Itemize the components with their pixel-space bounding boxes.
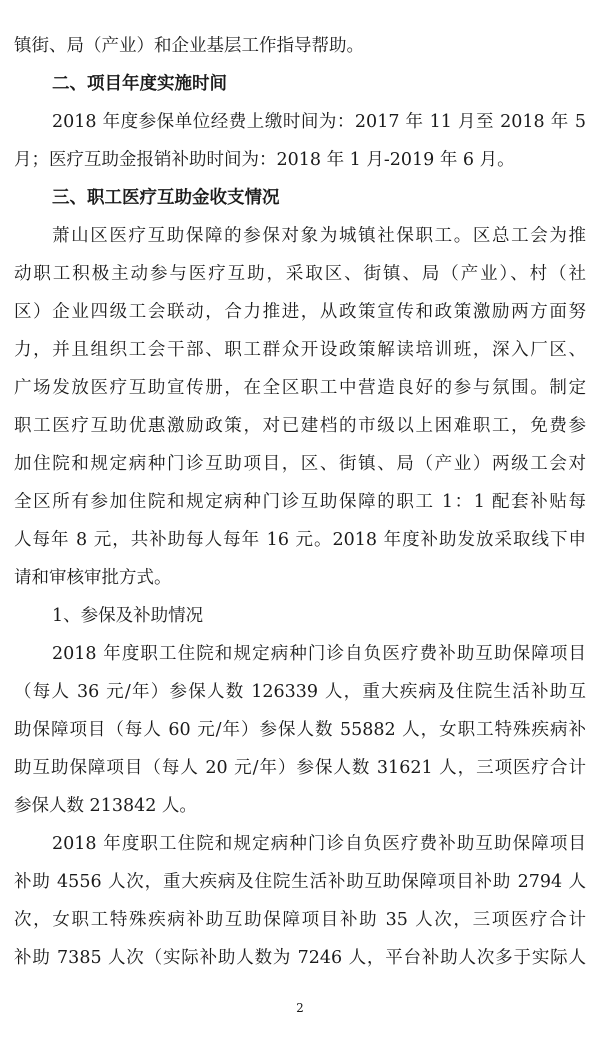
text-line: 2018 年度参保单位经费上缴时间为：2017 年 11 月至 2018 年 5 xyxy=(52,112,586,132)
text-line: 请和审核审批方式。 xyxy=(14,568,172,588)
text-line: 镇街、局（产业）和企业基层工作指导帮助。 xyxy=(14,36,364,56)
section-heading: 二、项目年度实施时间 xyxy=(52,74,227,94)
text-line: 2018 年度职工住院和规定病种门诊自负医疗费补助互助保障项目 xyxy=(52,644,586,664)
text-line: 萧山区医疗互助保障的参保对象为城镇社保职工。区总工会为推 xyxy=(52,226,586,246)
text-line: 助保障项目（每人 60 元/年）参保人数 55882 人，女职工特殊疾病补 xyxy=(14,720,586,740)
text-line: 参保人数 213842 人。 xyxy=(14,796,197,816)
subsection-heading: 1、参保及补助情况 xyxy=(52,606,204,626)
text-line: 助互助保障项目（每人 20 元/年）参保人数 31621 人，三项医疗合计 xyxy=(14,758,586,778)
text-line: 区）企业四级工会联动，合力推进，从政策宣传和政策激励两方面努 xyxy=(14,302,586,322)
text-line: 月；医疗互助金报销补助时间为：2018 年 1 月-2019 年 6 月。 xyxy=(14,150,515,170)
text-line: 广场发放医疗互助宣传册，在全区职工中营造良好的参与氛围。制定 xyxy=(14,378,586,398)
text-line: 次，女职工特殊疾病补助互助保障项目补助 35 人次，三项医疗合计 xyxy=(14,910,586,930)
text-line: 加住院和规定病种门诊互助项目，区、街镇、局（产业）两级工会对 xyxy=(14,454,586,474)
text-line: 补助 4556 人次，重大疾病及住院生活补助互助保障项目补助 2794 人 xyxy=(14,872,586,892)
page-number: 2 xyxy=(296,1001,304,1015)
text-line: 2018 年度职工住院和规定病种门诊自负医疗费补助互助保障项目 xyxy=(52,834,586,854)
text-line: 职工医疗互助优惠激励政策，对已建档的市级以上困难职工，免费参 xyxy=(14,416,586,436)
text-line: （每人 36 元/年）参保人数 126339 人，重大疾病及住院生活补助互 xyxy=(14,682,586,702)
text-line: 动职工积极主动参与医疗互助，采取区、街镇、局（产业）、村（社 xyxy=(14,264,586,284)
text-line: 人每年 8 元，共补助每人每年 16 元。2018 年度补助发放采取线下申 xyxy=(14,530,586,550)
section-heading: 三、职工医疗互助金收支情况 xyxy=(52,188,280,208)
text-line: 补助 7385 人次（实际补助人数为 7246 人，平台补助人次多于实际人 xyxy=(14,948,586,968)
text-line: 全区所有参加住院和规定病种门诊互助保障的职工 1：1 配套补贴每 xyxy=(14,492,586,512)
text-line: 力，并且组织工会干部、职工群众开设政策解读培训班，深入厂区、 xyxy=(14,340,586,360)
